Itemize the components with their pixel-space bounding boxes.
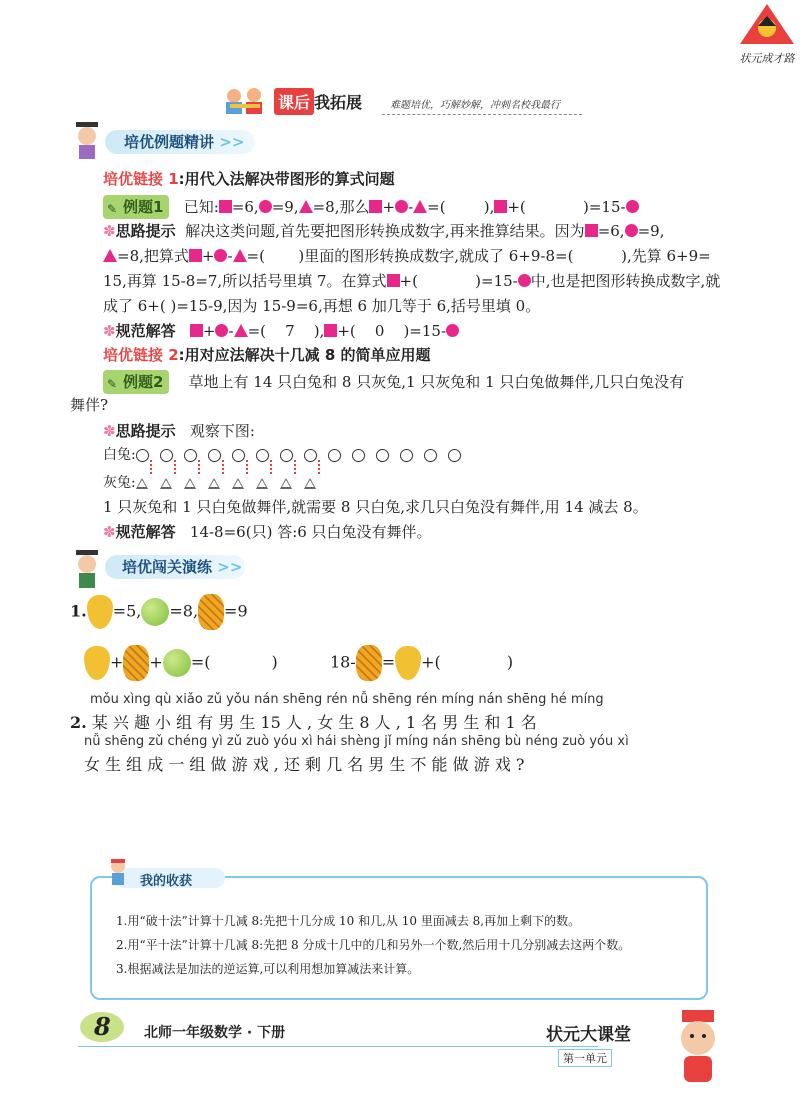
answer-1: ✽规范解答 + - =( 7 ), +( 0 )=15- (103, 320, 459, 342)
answer-2: ✽规范解答 14-8=6(只) 答:6 只白兔没有舞伴。 (103, 523, 432, 541)
gray-rabbit-triangle (136, 478, 148, 489)
white-rabbit-circle (376, 449, 389, 462)
section-title-2: 培优闯关演练 >> (122, 558, 243, 576)
gray-rabbit-row: 灰兔: (103, 472, 328, 492)
harvest-box (90, 876, 708, 1000)
apple-icon (163, 649, 191, 677)
harvest-item-2: 2.用“平十法”计算十几减 8:先把 8 分成十几中的几和另外一个数,然后用十几分别减去这两个数。 (116, 938, 631, 952)
harvest-item-1: 1.用“破十法”计算十几减 8:先把十几分成 10 和几,从 10 里面减去 8,再加上剩下的数。 (116, 914, 581, 928)
header-title-2: 我拓展 (314, 93, 363, 112)
question-2-line-2: 女 生 组 成 一 组 做 游 戏 , 还 剩 几 名 男 生 不 能 做 游 戏 ? (84, 755, 525, 774)
hint-1-line-3: 15,再算 15-8=7,所以括号里填 7。在算式 +( )=15- 中,也是把图形转换成数字,就 (103, 272, 721, 290)
white-rabbit-circle (400, 449, 413, 462)
white-rabbit-circle (352, 449, 365, 462)
section-title-1: 培优例题精讲 >> (124, 133, 245, 151)
harvest-mascot-icon (104, 856, 132, 886)
brand-name: 状元大课堂 (546, 1025, 631, 1045)
corner-logo-text: 状元成才路 (739, 52, 795, 65)
question-1-row-1: 1. =5, =8, =9 (70, 594, 248, 630)
question-1-row-2: + + =( ) 18- = +( ) (84, 645, 513, 681)
gray-rabbit-triangle (280, 478, 292, 489)
question-2-pinyin-2: nǚ shēng zǔ chéng yì zǔ zuò yóu xì hái shèng jǐ míng nán shēng bù néng zuò yóu xì (84, 734, 629, 749)
example-1: ✎ 例题1 已知: =6, =9, =8,那么 + - =( ), +( )=15- (103, 195, 639, 219)
gray-rabbit-triangle (232, 478, 244, 489)
pear-icon (87, 595, 113, 629)
white-rabbit-circle (448, 449, 461, 462)
gray-rabbit-triangle (160, 478, 172, 489)
header-title (274, 88, 314, 115)
header-slogan: 难题培优，巧解妙解，冲刺名校我最行 (390, 100, 560, 111)
hint-1-line-2: =8,把算式 + - =( )里面的图形转换成数字,就成了 6+9-8=( ),先算 6+9= (103, 245, 711, 267)
book-title: 北师一年级数学 · 下册 (144, 1025, 286, 1041)
pear-icon (84, 646, 110, 680)
hint-2-explain: 1 只灰兔和 1 只白兔做舞伴,就需要 8 只白兔,求几只白兔没有舞伴,用 14 减去 8。 (103, 498, 648, 516)
link-1: 培优链接 1:用代入法解决带图形的算式问题 (103, 170, 395, 188)
pineapple-icon (356, 645, 382, 681)
kids-illustration (222, 86, 270, 116)
unit-label: 第一单元 (558, 1049, 612, 1067)
flower-icon: ✽ (103, 222, 116, 240)
white-rabbit-circle (424, 449, 437, 462)
hint-2: ✽思路提示 观察下图: (103, 422, 255, 440)
page-number: 8 (94, 1012, 111, 1041)
header-underline (382, 114, 582, 115)
example-2-line-1: ✎ 例题2 草地上有 14 只白兔和 8 只灰兔,1 只灰兔和 1 只白兔做舞伴,几只白兔没有 (103, 370, 684, 394)
gray-rabbit-triangle (208, 478, 220, 489)
hint-1-line-1: ✽思路提示 解决这类问题,首先要把图形转换成数字,再来推算结果。因为 =6, =9, (103, 222, 665, 240)
teacher-icon (70, 120, 106, 160)
footer-rule (78, 1046, 598, 1047)
example-1-tag: ✎ 例题1 (103, 195, 169, 219)
corner-logo (738, 2, 796, 64)
example-2-line-2: 舞伴? (70, 396, 109, 414)
apple-icon (141, 598, 169, 626)
pear-icon (395, 646, 421, 680)
hint-1-line-4: 成了 6+( )=15-9,因为 15-9=6,再想 6 加几等于 6,括号里填 0。 (103, 297, 541, 315)
header-banner (222, 84, 582, 118)
mascot-icon (668, 1008, 728, 1088)
question-2-line-1: 2. 某 兴 趣 小 组 有 男 生 15 人 , 女 生 8 人 , 1 名 男 生 和 1 名 (70, 713, 537, 732)
white-rabbit-circle (136, 449, 149, 462)
gray-rabbit-triangle (304, 478, 316, 489)
example-2-tag: ✎ 例题2 (103, 370, 169, 394)
gray-rabbit-triangle (184, 478, 196, 489)
question-2-pinyin-1: mǒu xìng qù xiǎo zǔ yǒu nán shēng rén nǚ shēng rén míng nán shēng hé míng (90, 692, 604, 707)
harvest-item-3: 3.根据减法是加法的逆运算,可以利用想加算减法来计算。 (116, 962, 420, 976)
doctor-icon (70, 548, 106, 590)
link-2: 培优链接 2:用对应法解决十几减 8 的简单应用题 (103, 346, 431, 364)
white-rabbit-circle (328, 449, 341, 462)
pineapple-icon (123, 645, 149, 681)
harvest-title: 我的收获 (140, 874, 193, 889)
gray-rabbit-triangle (256, 478, 268, 489)
pineapple-icon (198, 594, 224, 630)
white-rabbit-row: 白兔: (103, 444, 472, 464)
header-title-part1: 课后 (278, 93, 311, 112)
